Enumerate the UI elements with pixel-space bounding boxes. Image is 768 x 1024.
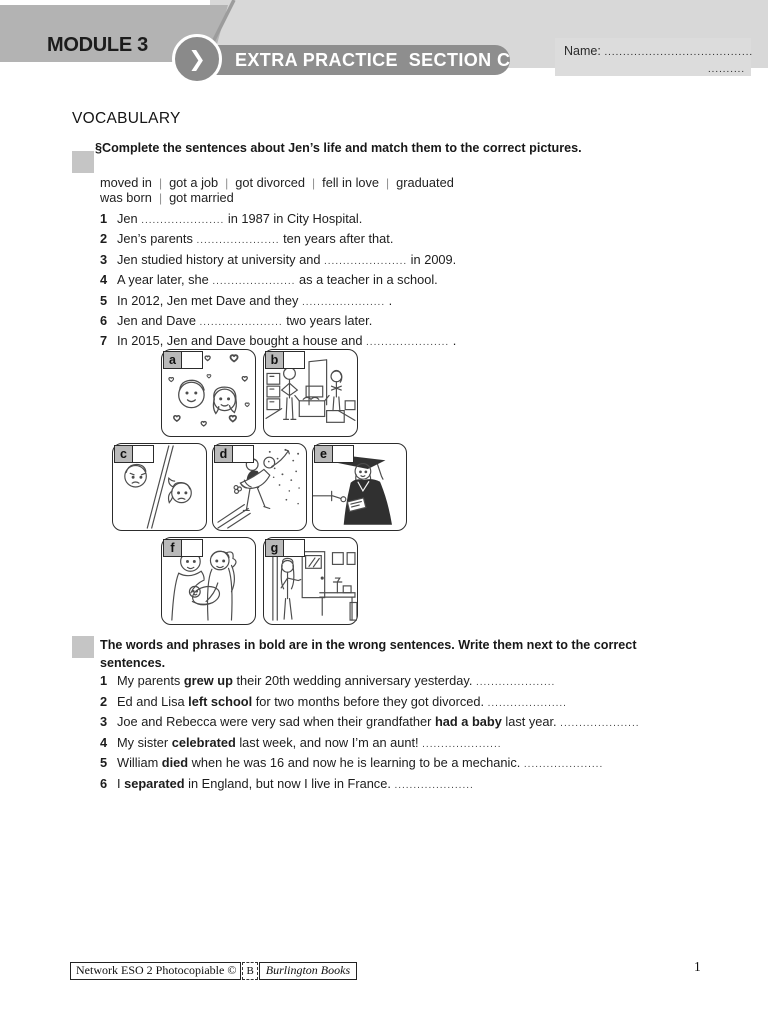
exercise1-number-box bbox=[72, 151, 94, 173]
publisher-logo: B bbox=[242, 962, 257, 980]
imprint-text: Network ESO 2 Photocopiable © bbox=[76, 963, 237, 977]
word-bank-separator: | bbox=[225, 176, 229, 190]
word-bank-separator: | bbox=[312, 176, 316, 190]
name-field-box bbox=[555, 38, 754, 76]
answer-blank: ...................... bbox=[199, 317, 283, 329]
bold-phrase: died bbox=[161, 755, 189, 771]
sentence-number: 4 bbox=[100, 272, 108, 288]
word-bank-separator: | bbox=[158, 176, 163, 190]
picture-answer-box bbox=[182, 351, 203, 369]
sentence-text: Jen bbox=[117, 211, 142, 226]
sentence-text: for two months before they got divorced. bbox=[252, 693, 488, 709]
sentence-text: last year. bbox=[501, 714, 561, 730]
sentence-text: two years later. bbox=[282, 313, 373, 329]
sentence-row bbox=[100, 713, 640, 734]
word-bank-item: got a job bbox=[169, 175, 219, 190]
sentence-text: . bbox=[449, 333, 457, 349]
sentence-row bbox=[100, 312, 456, 332]
answer-blank: ..................... bbox=[487, 697, 567, 709]
picture-tag bbox=[163, 539, 203, 557]
sentence-text: . bbox=[385, 292, 393, 308]
exercise1-sentences bbox=[100, 210, 456, 353]
word-bank-item: graduated bbox=[396, 175, 454, 190]
sentence-text: I bbox=[117, 775, 125, 791]
sentence-row bbox=[100, 230, 456, 250]
picture-letter-box: a bbox=[163, 351, 182, 369]
sentence-number: 2 bbox=[100, 693, 108, 709]
exercise2-sentences bbox=[100, 672, 640, 796]
sentence-row bbox=[100, 693, 640, 714]
answer-blank: ...................... bbox=[324, 255, 408, 267]
picture-answer-box bbox=[284, 539, 305, 557]
bold-phrase: celebrated bbox=[171, 734, 236, 750]
picture-letter-box: e bbox=[314, 445, 333, 463]
picture-tag bbox=[314, 445, 354, 463]
chevron-glyph: ❯ bbox=[188, 47, 206, 71]
chevron-right-icon bbox=[172, 34, 222, 84]
picture-tag bbox=[265, 351, 305, 369]
sentence-number: 1 bbox=[100, 673, 108, 688]
word-bank-item: fell in love bbox=[322, 175, 380, 190]
sentence-text: in 1987 in City Hospital. bbox=[224, 211, 363, 226]
picture-letter-box: b bbox=[265, 351, 284, 369]
sentence-number: 6 bbox=[100, 775, 108, 791]
answer-blank: ...................... bbox=[212, 276, 296, 288]
bold-phrase: had a baby bbox=[434, 714, 502, 730]
word-bank-separator: | bbox=[386, 176, 390, 190]
sentence-text: A year later, she bbox=[117, 272, 213, 288]
name-label: Name: bbox=[564, 44, 601, 58]
sentence-number: 2 bbox=[100, 231, 108, 247]
sentence-text: in England, but now I live in France. bbox=[184, 775, 395, 791]
picture-tag bbox=[214, 445, 254, 463]
sentence-row bbox=[100, 292, 456, 312]
picture-letter-box: d bbox=[214, 445, 233, 463]
picture-letter-box: f bbox=[163, 539, 182, 557]
sentence-text: Ed and Lisa bbox=[117, 693, 189, 709]
exercise1-instruction: §Complete the sentences about Jen’s life and match them to the correct pictures. bbox=[95, 141, 582, 155]
sentence-text: Joe and Rebecca were very sad when their grandfather bbox=[117, 714, 435, 730]
word-bank bbox=[100, 176, 454, 206]
sentence-number: 4 bbox=[100, 734, 108, 750]
bold-phrase: left school bbox=[188, 693, 253, 709]
answer-blank: ..................... bbox=[475, 677, 556, 688]
picture-g bbox=[263, 537, 358, 625]
sentence-text: ten years after that. bbox=[279, 231, 394, 247]
sentence-number: 7 bbox=[100, 333, 108, 349]
answer-blank: ...................... bbox=[366, 337, 450, 349]
sentence-row bbox=[100, 271, 456, 291]
name-blank-line: ........................................ bbox=[604, 46, 754, 58]
answer-blank: ..................... bbox=[422, 738, 502, 750]
sentence-text: as a teacher in a school. bbox=[295, 272, 438, 288]
picture-e bbox=[312, 443, 407, 531]
picture-c bbox=[112, 443, 207, 531]
sentence-number: 3 bbox=[100, 251, 108, 267]
section-title: EXTRA PRACTICE SECTION C bbox=[235, 49, 511, 70]
picture-tag bbox=[265, 539, 305, 557]
publisher-name-box: Burlington Books bbox=[259, 962, 357, 980]
exercise2-number-box bbox=[72, 636, 94, 658]
sentence-text: My sister bbox=[117, 734, 172, 750]
answer-blank: ...................... bbox=[141, 215, 225, 226]
sentence-text: Jen and Dave bbox=[117, 313, 200, 329]
sentence-number: 6 bbox=[100, 313, 108, 329]
word-bank-item: was born bbox=[100, 189, 152, 205]
bold-phrase: grew up bbox=[183, 673, 233, 688]
picture-d bbox=[212, 443, 307, 531]
picture-tag bbox=[163, 351, 203, 369]
picture-a bbox=[161, 349, 256, 437]
sentence-text: In 2012, Jen met Dave and they bbox=[117, 292, 302, 308]
name-blank-line-2: .......... bbox=[707, 63, 745, 75]
sentence-text: Jen’s parents bbox=[117, 231, 197, 247]
sentence-text: My parents bbox=[117, 673, 184, 688]
sentence-text: William bbox=[117, 755, 162, 771]
answer-blank: ...................... bbox=[196, 235, 280, 247]
sentence-text: Jen studied history at university and bbox=[117, 251, 324, 267]
picture-b bbox=[263, 349, 358, 437]
sentence-number: 1 bbox=[100, 211, 108, 226]
imprint-box bbox=[70, 962, 241, 980]
picture-letter-box: g bbox=[265, 539, 284, 557]
word-bank-row bbox=[100, 176, 454, 191]
word-bank-row bbox=[100, 191, 454, 206]
picture-f bbox=[161, 537, 256, 625]
word-bank-item: got married bbox=[169, 189, 234, 205]
picture-answer-box bbox=[133, 445, 154, 463]
word-bank-item: got divorced bbox=[235, 175, 306, 190]
page-number: 1 bbox=[694, 959, 701, 974]
exercise2-instruction: The words and phrases in bold are in the wrong sentences. Write them next to the correct sentences. bbox=[100, 638, 637, 670]
sentence-row bbox=[100, 754, 640, 775]
module-title: MODULE 3 bbox=[47, 34, 148, 56]
section-banner bbox=[197, 45, 510, 75]
answer-blank: ..................... bbox=[560, 718, 640, 730]
footer bbox=[70, 962, 357, 980]
answer-blank: ..................... bbox=[394, 779, 474, 791]
sentence-row bbox=[100, 734, 640, 755]
bold-phrase: separated bbox=[124, 775, 185, 791]
picture-tag bbox=[114, 445, 154, 463]
answer-blank: ...................... bbox=[301, 296, 386, 308]
word-bank-separator: | bbox=[158, 190, 163, 205]
picture-letter-box: c bbox=[114, 445, 133, 463]
sentence-row bbox=[100, 672, 640, 693]
picture-answer-box bbox=[284, 351, 305, 369]
sentence-text: last week, and now I’m an aunt! bbox=[235, 734, 423, 750]
picture-answer-box bbox=[182, 539, 203, 557]
picture-answer-box bbox=[233, 445, 254, 463]
picture-answer-box bbox=[333, 445, 354, 463]
sentence-number: 5 bbox=[100, 292, 108, 308]
word-bank-item: moved in bbox=[100, 175, 152, 190]
answer-blank: ..................... bbox=[523, 759, 604, 771]
sentence-text: In 2015, Jen and Dave bought a house and bbox=[117, 333, 367, 349]
vocabulary-heading: VOCABULARY bbox=[72, 110, 181, 127]
sentence-row bbox=[100, 251, 456, 271]
sentence-text: in 2009. bbox=[407, 251, 457, 267]
sentence-number: 3 bbox=[100, 714, 108, 730]
sentence-text: their 20th wedding anniversary yesterday. bbox=[232, 673, 476, 688]
sentence-row bbox=[100, 775, 640, 796]
sentence-text: when he was 16 and now he is learning to be a mechanic. bbox=[188, 755, 524, 771]
sentence-row bbox=[100, 210, 456, 230]
sentence-number: 5 bbox=[100, 755, 108, 771]
